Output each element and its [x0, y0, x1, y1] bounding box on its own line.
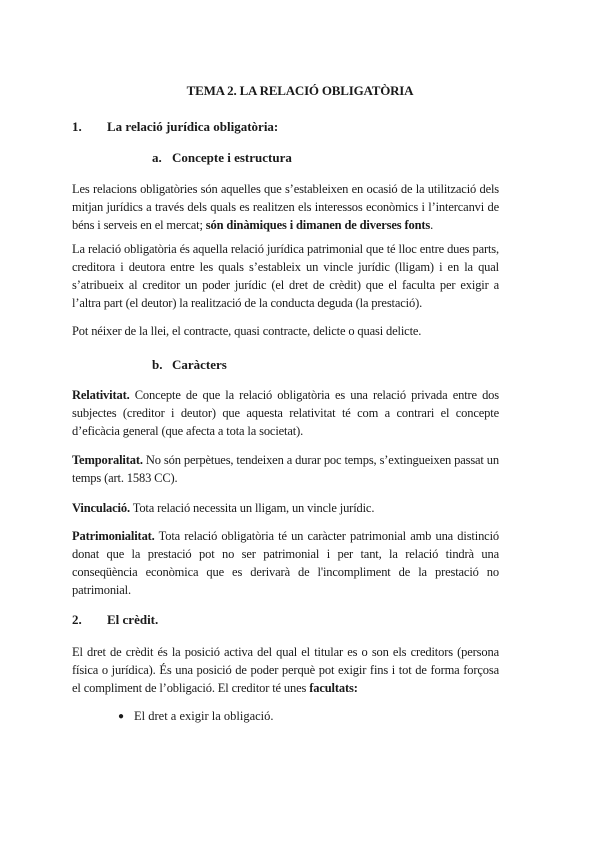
paragraph-relativitat: Relativitat. Concepte de que la relació obligatòria es una relació privada entre dos subjectes (creditor i deutor) que aquesta relativitat té com a contrari el concepte d’eficàcia general (que afecta a tota la societat).	[72, 388, 499, 438]
bold-facultats: facultats:	[309, 681, 358, 695]
bullet-icon: ●	[118, 711, 125, 722]
section-2-number: 2.	[72, 612, 82, 627]
page-title: TEMA 2. LA RELACIÓ OBLIGATÒRIA	[186, 83, 414, 98]
subsection-a-heading	[152, 150, 292, 166]
section-1-label: La relació jurídica obligatòria:	[107, 119, 279, 134]
paragraph-definicio: La relació obligatòria és aquella relació jurídica patrimonial que té lloc entre dues parts, creditora i deutora entre les quals s’estableix un vincle jurídic (lligam) i en la qual s’atribueix al creditor un poder jurídic (el dret de crèdit) que el faculta per exigir a l’altra part (el deutor) la realització de la conducta deguda (la prestació).	[72, 242, 499, 310]
paragraph-fonts: Pot néixer de la llei, el contracte, quasi contracte, delicte o quasi delicte.	[72, 324, 422, 338]
list-item	[118, 709, 274, 724]
paragraph-temporalitat: Temporalitat. No són perpètues, tendeixen a durar poc temps, s’extingueixen passat un temps (art. 1583 CC).	[72, 453, 499, 485]
subsection-b-label: Caràcters	[172, 357, 227, 372]
paragraph-credit: El dret de crèdit és la posició activa del qual el titular es o son els creditors (persona física o jurídica). És una posició de poder perquè pot exigir fins i tot de forma forçosa el compliment de l’obligació. El creditor té unes facultats:	[72, 645, 499, 695]
subsection-b-letter: b.	[152, 357, 163, 372]
term-vinculacio: Vinculació.	[72, 501, 130, 515]
paragraph-relacions-obligatories: Les relacions obligatòries són aquelles que s’estableixen en ocasió de la utilització dels mitjan jurídics a través dels quals es realitzen els interessos econòmics i l’intercanvi de béns i serveis en el mercat; són dinàmiques i dimanen de diverses fonts.	[72, 182, 499, 232]
paragraph-patrimonialitat: Patrimonialitat. Tota relació obligatòria té un caràcter patrimonial amb una distinció donat que la prestació pot no ser patrimonial i per tant, la relació tindrà una conseqüència econòmica que es derivarà de l'incompliment de la prestació no patrimonial.	[72, 529, 499, 597]
bold-phrase: són dinàmiques i dimanen de diverses fonts	[205, 218, 431, 232]
term-relativitat: Relativitat.	[72, 388, 130, 402]
list-item-text: El dret a exigir la obligació.	[134, 709, 274, 723]
paragraph-vinculacio: Vinculació. Tota relació necessita un lligam, un vincle jurídic.	[72, 501, 375, 515]
term-patrimonialitat: Patrimonialitat.	[72, 529, 155, 543]
section-2-heading	[72, 612, 472, 630]
subsection-a-letter: a.	[152, 150, 162, 165]
term-temporalitat: Temporalitat.	[72, 453, 143, 467]
section-1-heading	[72, 119, 472, 137]
section-1-number: 1.	[72, 119, 82, 134]
subsection-a-label: Concepte i estructura	[172, 150, 292, 165]
subsection-b-heading	[152, 357, 227, 373]
section-2-label: El crèdit.	[107, 612, 159, 627]
